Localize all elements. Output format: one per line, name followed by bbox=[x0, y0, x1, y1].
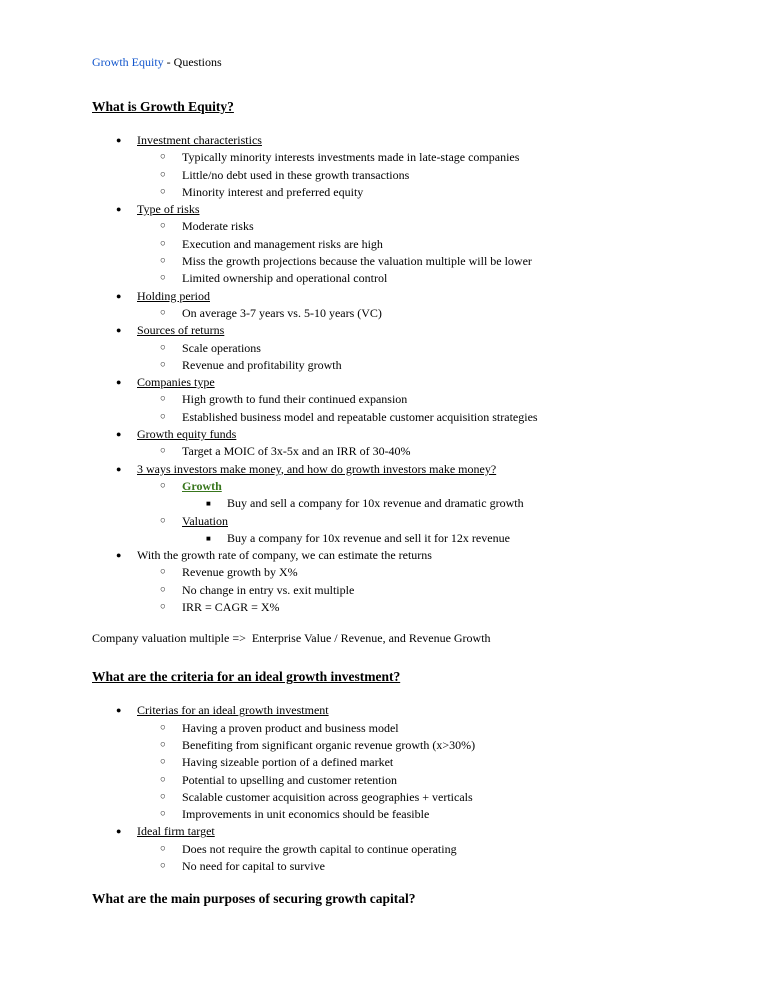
list-item-text: Execution and management risks are high bbox=[182, 236, 383, 251]
list-item bbox=[92, 132, 712, 149]
list-item bbox=[92, 461, 712, 478]
list-item-text: Scalable customer acquisition across geographies + verticals bbox=[182, 789, 473, 804]
doc-title-rest: - Questions bbox=[163, 55, 222, 69]
list-item bbox=[92, 772, 712, 789]
disc-bullet-icon: ● bbox=[116, 325, 122, 336]
list-item bbox=[92, 253, 712, 270]
doc-title bbox=[92, 54, 712, 71]
circle-bullet-icon: ○ bbox=[160, 152, 166, 163]
disc-bullet-icon: ● bbox=[116, 290, 122, 301]
list-item bbox=[92, 547, 712, 564]
list-item bbox=[92, 858, 712, 875]
list-item bbox=[92, 789, 712, 806]
circle-bullet-icon: ○ bbox=[160, 411, 166, 422]
bullet-list bbox=[92, 702, 712, 875]
list-item bbox=[92, 495, 712, 512]
list-item bbox=[92, 340, 712, 357]
list-item bbox=[92, 409, 712, 426]
list-item-text: Benefiting from significant organic revenue growth (x>30%) bbox=[182, 737, 476, 752]
list-item bbox=[92, 530, 712, 547]
list-item bbox=[92, 426, 712, 443]
circle-bullet-icon: ○ bbox=[160, 791, 166, 802]
list-item bbox=[92, 702, 712, 719]
list-item-text: No need for capital to survive bbox=[182, 858, 325, 873]
list-item-text: Little/no debt used in these growth transactions bbox=[182, 167, 410, 182]
circle-bullet-icon: ○ bbox=[160, 567, 166, 578]
circle-bullet-icon: ○ bbox=[160, 722, 166, 733]
list-item-text: Valuation bbox=[182, 513, 228, 528]
list-item bbox=[92, 218, 712, 235]
list-item bbox=[92, 305, 712, 322]
list-item-text: Limited ownership and operational control bbox=[182, 271, 388, 286]
list-item-text: Buy and sell a company for 10x revenue and dramatic growth bbox=[227, 496, 524, 511]
circle-bullet-icon: ○ bbox=[160, 584, 166, 595]
list-item bbox=[92, 184, 712, 201]
list-item bbox=[92, 391, 712, 408]
list-item-text: Minority interest and preferred equity bbox=[182, 184, 364, 199]
list-item bbox=[92, 270, 712, 287]
paragraph: Company valuation multiple => Enterprise Value / Revenue, and Revenue Growth bbox=[92, 631, 491, 646]
list-item-text: Companies type bbox=[137, 375, 215, 390]
section-heading-text: What is Growth Equity? bbox=[92, 99, 234, 114]
circle-bullet-icon: ○ bbox=[160, 238, 166, 249]
circle-bullet-icon: ○ bbox=[160, 307, 166, 318]
circle-bullet-icon: ○ bbox=[160, 273, 166, 284]
circle-bullet-icon: ○ bbox=[160, 342, 166, 353]
list-item-text: Holding period bbox=[137, 288, 210, 303]
list-item bbox=[92, 236, 712, 253]
list-item-text: Type of risks bbox=[137, 202, 200, 217]
list-item-text: Target a MOIC of 3x-5x and an IRR of 30-40% bbox=[182, 444, 411, 459]
list-item bbox=[92, 357, 712, 374]
circle-bullet-icon: ○ bbox=[160, 757, 166, 768]
list-item bbox=[92, 599, 712, 616]
disc-bullet-icon: ● bbox=[116, 377, 122, 388]
disc-bullet-icon: ● bbox=[116, 550, 122, 561]
circle-bullet-icon: ○ bbox=[160, 515, 166, 526]
list-item bbox=[92, 754, 712, 771]
circle-bullet-icon: ○ bbox=[160, 221, 166, 232]
list-item-text: Buy a company for 10x revenue and sell it for 12x revenue bbox=[227, 530, 510, 545]
circle-bullet-icon: ○ bbox=[160, 774, 166, 785]
disc-bullet-icon: ● bbox=[116, 463, 122, 474]
list-item-text: Growth bbox=[182, 478, 222, 493]
doc-title-link[interactable]: Growth Equity bbox=[92, 55, 164, 69]
circle-bullet-icon: ○ bbox=[160, 256, 166, 267]
list-item-text: Criterias for an ideal growth investment bbox=[137, 703, 329, 718]
list-item-text: Revenue and profitability growth bbox=[182, 357, 342, 372]
circle-bullet-icon: ○ bbox=[160, 602, 166, 613]
list-item-text: Sources of returns bbox=[137, 323, 225, 338]
section-heading bbox=[92, 97, 712, 116]
disc-bullet-icon: ● bbox=[116, 429, 122, 440]
list-item bbox=[92, 288, 712, 305]
list-item bbox=[92, 513, 712, 530]
list-item bbox=[92, 806, 712, 823]
square-bullet-icon: ■ bbox=[206, 533, 211, 543]
list-item-text: Improvements in unit economics should be feasible bbox=[182, 807, 430, 822]
list-item bbox=[92, 478, 712, 495]
list-item-text: Potential to upselling and customer retention bbox=[182, 772, 397, 787]
circle-bullet-icon: ○ bbox=[160, 169, 166, 180]
list-item bbox=[92, 564, 712, 581]
disc-bullet-icon: ● bbox=[116, 135, 122, 145]
document-body[interactable] bbox=[92, 97, 712, 908]
list-item-text: With the growth rate of company, we can estimate the returns bbox=[137, 548, 432, 563]
list-item-text: Having sizeable portion of a defined market bbox=[182, 755, 394, 770]
list-item-text: Moderate risks bbox=[182, 219, 254, 234]
list-item-text: Typically minority interests investments made in late-stage companies bbox=[182, 150, 520, 165]
list-item-text: On average 3-7 years vs. 5-10 years (VC) bbox=[182, 305, 382, 320]
list-item bbox=[92, 720, 712, 737]
section-heading-text: What are the criteria for an ideal growth investment? bbox=[92, 669, 401, 685]
bullet-list bbox=[92, 132, 712, 616]
list-item-text: Growth equity funds bbox=[137, 427, 237, 442]
list-item bbox=[92, 737, 712, 754]
square-bullet-icon: ■ bbox=[206, 499, 211, 509]
circle-bullet-icon: ○ bbox=[160, 394, 166, 405]
circle-bullet-icon: ○ bbox=[160, 186, 166, 197]
list-item-text: Established business model and repeatable customer acquisition strategies bbox=[182, 409, 538, 424]
list-item-text: No change in entry vs. exit multiple bbox=[182, 582, 355, 597]
list-item-text: High growth to fund their continued expansion bbox=[182, 392, 408, 407]
list-item bbox=[92, 374, 712, 391]
list-item-text: IRR = CAGR = X% bbox=[182, 600, 280, 615]
list-item bbox=[92, 149, 712, 166]
disc-bullet-icon: ● bbox=[116, 826, 122, 837]
list-item-text: Does not require the growth capital to continue operating bbox=[182, 841, 457, 856]
circle-bullet-icon: ○ bbox=[160, 359, 166, 370]
section-heading-text: What are the main purposes of securing growth capital? bbox=[92, 891, 416, 907]
list-item-text: Ideal firm target bbox=[137, 824, 215, 839]
circle-bullet-icon: ○ bbox=[160, 446, 166, 457]
list-item bbox=[92, 582, 712, 599]
list-item bbox=[92, 443, 712, 460]
disc-bullet-icon: ● bbox=[116, 204, 122, 215]
circle-bullet-icon: ○ bbox=[160, 480, 166, 491]
list-item-text: Having a proven product and business model bbox=[182, 720, 399, 735]
list-item bbox=[92, 167, 712, 184]
section-heading bbox=[92, 667, 712, 686]
list-item bbox=[92, 823, 712, 840]
list-item-text: Investment characteristics bbox=[137, 133, 262, 147]
section-heading bbox=[92, 889, 712, 908]
list-item bbox=[92, 201, 712, 218]
list-item-text: Scale operations bbox=[182, 340, 261, 355]
circle-bullet-icon: ○ bbox=[160, 739, 166, 750]
circle-bullet-icon: ○ bbox=[160, 860, 166, 871]
disc-bullet-icon: ● bbox=[116, 705, 122, 716]
list-item bbox=[92, 322, 712, 339]
list-item-text: Revenue growth by X% bbox=[182, 565, 298, 580]
circle-bullet-icon: ○ bbox=[160, 843, 166, 854]
list-item-text: 3 ways investors make money, and how do growth investors make money? bbox=[137, 461, 497, 476]
circle-bullet-icon: ○ bbox=[160, 809, 166, 820]
list-item-text: Miss the growth projections because the valuation multiple will be lower bbox=[182, 254, 532, 269]
list-item bbox=[92, 841, 712, 858]
